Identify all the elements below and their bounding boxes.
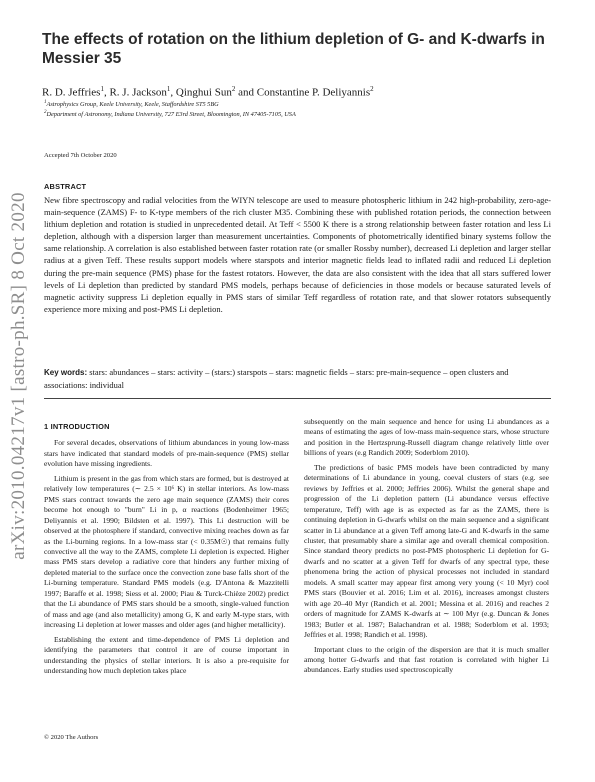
affiliation-number: 1 xyxy=(44,100,47,105)
paper-title: The effects of rotation on the lithium depletion of G- and K-dwarfs in Messier 35 xyxy=(42,31,545,67)
copyright-notice: © 2020 The Authors xyxy=(44,734,99,741)
author-separator: and xyxy=(235,86,257,99)
author-separator: , xyxy=(170,86,176,99)
body-paragraph: For several decades, observations of lithium abundances in young low-mass stars have indicated that standard models of pre-main-sequence (PMS) stellar evolution have missing ingredients. xyxy=(44,438,289,469)
affiliation-marker: 1 xyxy=(100,85,104,93)
author-name: Constantine P. Deliyannis xyxy=(256,86,371,99)
body-paragraph: Establishing the extent and time-dependence of PMS Li depletion and identifying the parameters that control it are of course important in understanding the physics of stellar interiors. It is also a pre-requisite for understanding how much depletion takes place xyxy=(44,634,289,675)
author-list xyxy=(42,82,562,100)
accepted-date: Accepted 7th October 2020 xyxy=(44,152,117,159)
author-name: Qinghui Sun xyxy=(175,86,232,99)
affiliation-marker: 1 xyxy=(166,85,171,93)
body-paragraph: subsequently on the main sequence and hence for using Li abundances as a means of estimating the ages of low-mass main-sequence stars, whose structure and position in the Hertzsprung-Russell diagram change relatively little over billions of years (e.g Randich 2009; Soderblom 2010). xyxy=(304,417,549,458)
body-paragraph: Lithium is present in the gas from which stars are formed, but is destroyed at relatively low temperatures (∼ 2.5 × 10⁶ K) in stellar interiors. As low-mass PMS stars contract towards the zero age main sequence (ZAMS) their cores become hot enough to "burn" Li in p, α reactions (Bodenheimer 1965; Deliyannis et al. 1990; Bildsten et al. 1997). This Li destruction will be observed at the photosphere if standard, convective mixing reaches down as far as the Li-burning regions. In a low-mass star (< 0.35M☉) that remains fully convective all the way to the ZAMS, complete Li depletion is expected. Higher mass PMS stars develop a radiative core that hinders any further mixing of depleted material to the surface once the convection zone base falls short of the Li-burning temperature. Standard PMS models (e.g. D'Antona & Mazzitelli 1997; Baraffe et al. 1998; Siess et al. 2000; Piau & Turck-Chièze 2002) predict that the Li abundance of PMS stars should be a smooth, single-valued function of mass and age (and also metallicity) among G, K and early M-type stars, with increasing Li depletion at lower masses and older ages (and higher metallicity). xyxy=(44,473,289,630)
arxiv-stamp-text: arXiv:2010.04217v1 [astro-ph.SR] 8 Oct 2020 xyxy=(8,192,29,560)
keywords-text: stars: abundances – stars: activity – (stars:) starspots – stars: magnetic fields – stars: pre-main-sequence – open clusters and associations: individual xyxy=(44,367,509,390)
right-column xyxy=(304,417,549,745)
section-heading-introduction: 1 INTRODUCTION xyxy=(44,422,110,431)
keywords xyxy=(44,366,551,391)
abstract-text: New fibre spectroscopy and radial velocities from the WIYN telescope are used to measure photospheric lithium in 242 high-probability, zero-age-main-sequence (ZAMS) F- to K-type members of the rich cluster M35. Combining these with published rotation periods, the connection between lithium depletion and rotation is studied in unprecedented detail. At Teff < 5500 K there is a strong relationship between faster rotation and less Li depletion, although with a dispersion larger than measurement uncertainties. Components of photometrically identified binary systems follow the same relationship. A correlation is also established between faster rotation rate (or smaller Rossby number), decreased Li depletion and larger stellar radius at a given Teff. These results support models where starspots and interior magnetic fields lead to inflated radii and reduced Li depletion during the pre-main sequence (PMS) phase for the fastest rotators. However, the data are also consistent with the idea that all stars suffered lower levels of Li depletion than predicted by standard PMS models, perhaps because of deficiencies in those models or because saturated levels of magnetic activity suppress Li depletion equally in PMS stars of similar Teff regardless of rotation rate, and that slower rotators subsequently experience more mixing and post-PMS Li depletion. xyxy=(44,195,551,314)
keywords-label: Key words: xyxy=(44,368,88,377)
abstract-heading: ABSTRACT xyxy=(44,182,87,191)
affiliation-number: 2 xyxy=(44,110,47,115)
body-paragraph: The predictions of basic PMS models have been contradicted by many determinations of Li abundance in young, coeval clusters of stars (e.g. see reviews by Jeffries et al. 2000; Jeffries 2006). Whilst the general shape and progression of the Li depletion pattern (Li abundance versus effective temperature, Teff) with age is as expected as far as the ZAMS, there is continuing depletion in G-dwarfs whilst on the main sequence and a significant scatter in Li abundance at a given Teff among late-G and K-dwarfs in the same cluster, that presumably share a similar age and overall chemical composition. Since standard theory predicts no post-PMS photospheric Li depletion for G-dwarfs and no scatter at a given Teff for dwarfs of any spectral type, these phenomena bring the action of physical processes not included in standard models. A small scatter may appear first among very young (< 10 Myr) cool PMS stars (Bouvier et al. 2016; Lim et al. 2016), increases amongst clusters with age 20–40 Myr (Randich et al. 2001; Messina et al. 2016) and reaches 2 orders of magnitude for ZAMS K-dwarfs at ∼ 100 Myr (e.g. Duncan & Jones 1983; Butler et al. 1987; Balachandran et al. 1988; Soderblom et al. 1993; Jeffries et al. 1998; Randich et al. 1998). xyxy=(304,462,549,640)
affiliation xyxy=(44,108,564,119)
body-paragraph: Important clues to the origin of the dispersion are that it is much smaller among hotter G-dwarfs and that fast rotation is correlated with higher Li abundances. Early studies used spectroscopically xyxy=(304,644,549,675)
author-name: R. J. Jackson xyxy=(109,86,167,99)
affiliation-marker: 2 xyxy=(370,85,374,93)
author-name: R. D. Jeffries xyxy=(42,86,101,99)
arxiv-stamp xyxy=(4,176,34,576)
affiliation-marker: 2 xyxy=(231,85,236,93)
keywords-divider xyxy=(44,398,551,399)
affiliation-text: Astrophysics Group, Keele University, Keele, Staffordshire ST5 5BG xyxy=(46,101,219,109)
affiliation-text: Department of Astronomy, Indiana University, 727 E3rd Street, Bloomington, IN 47405-7105, USA xyxy=(46,111,296,119)
author-separator: , xyxy=(103,86,110,99)
left-column xyxy=(44,422,289,697)
